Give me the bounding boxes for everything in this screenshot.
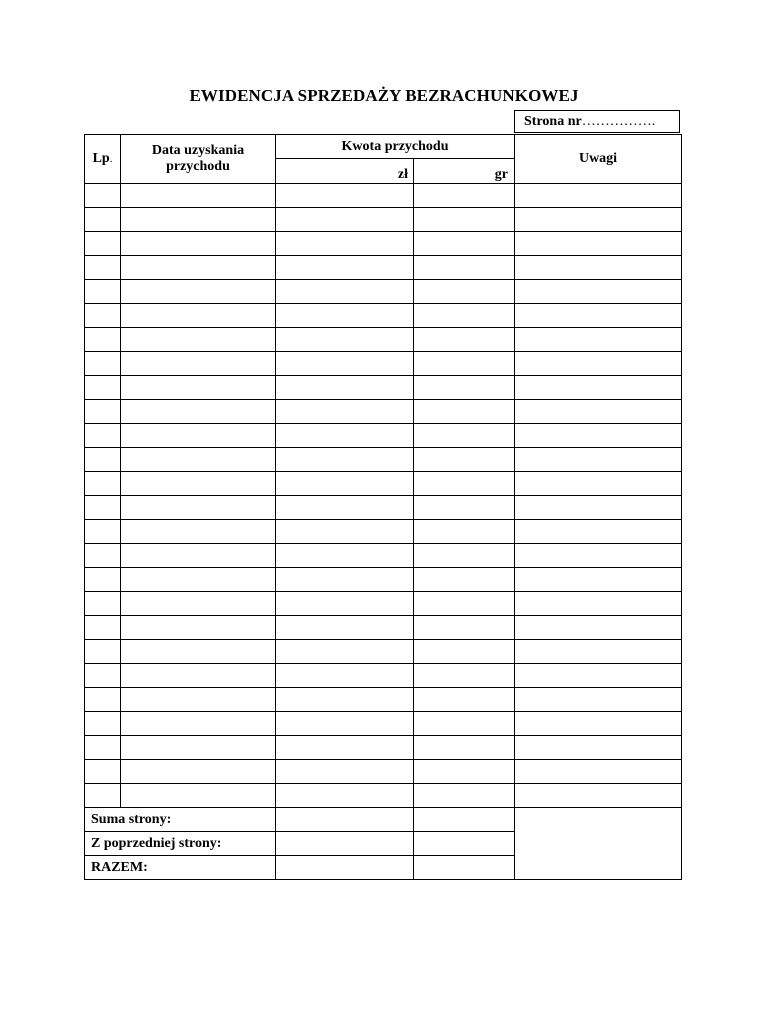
header-lp-label: Lp: [92, 151, 110, 166]
table-row: [85, 592, 682, 616]
entry-date-cell[interactable]: [121, 376, 276, 400]
table-row: [85, 304, 682, 328]
entry-lp-cell[interactable]: [85, 640, 121, 664]
entry-lp-cell[interactable]: [85, 184, 121, 208]
entry-zl-cell[interactable]: [276, 376, 414, 400]
entry-zl-cell[interactable]: [276, 472, 414, 496]
footer-previous-zl[interactable]: [276, 832, 414, 856]
entry-gr-cell[interactable]: [414, 208, 515, 232]
entry-notes-cell[interactable]: [515, 376, 682, 400]
entry-notes-cell[interactable]: [515, 736, 682, 760]
entry-date-cell[interactable]: [121, 544, 276, 568]
entry-notes-cell[interactable]: [515, 760, 682, 784]
entry-notes-cell[interactable]: [515, 448, 682, 472]
entry-zl-cell[interactable]: [276, 520, 414, 544]
footer-page-sum-gr[interactable]: [414, 808, 515, 832]
entry-lp-cell[interactable]: [85, 760, 121, 784]
entry-date-cell[interactable]: [121, 520, 276, 544]
entry-zl-cell[interactable]: [276, 256, 414, 280]
table-row: [85, 352, 682, 376]
table-row: [85, 568, 682, 592]
entry-notes-cell[interactable]: [515, 208, 682, 232]
entry-lp-cell[interactable]: [85, 688, 121, 712]
footer-total-zl[interactable]: [276, 856, 414, 880]
entry-date-cell[interactable]: [121, 688, 276, 712]
entry-lp-cell[interactable]: [85, 256, 121, 280]
entry-lp-cell[interactable]: [85, 424, 121, 448]
footer-notes-blank: [515, 808, 682, 880]
entry-zl-cell[interactable]: [276, 712, 414, 736]
entry-gr-cell[interactable]: [414, 568, 515, 592]
entry-gr-cell[interactable]: [414, 280, 515, 304]
entry-gr-cell[interactable]: [414, 304, 515, 328]
entry-date-cell[interactable]: [121, 208, 276, 232]
entry-date-cell[interactable]: [121, 400, 276, 424]
entry-date-cell[interactable]: [121, 472, 276, 496]
entry-lp-cell[interactable]: [85, 784, 121, 808]
entry-date-cell[interactable]: [121, 328, 276, 352]
entry-zl-cell[interactable]: [276, 664, 414, 688]
entry-notes-cell[interactable]: [515, 616, 682, 640]
entry-lp-cell[interactable]: [85, 232, 121, 256]
entry-gr-cell[interactable]: [414, 616, 515, 640]
header-lp: [85, 135, 121, 184]
entry-zl-cell[interactable]: [276, 784, 414, 808]
entry-gr-cell[interactable]: [414, 520, 515, 544]
header-amount: Kwota przychodu: [276, 135, 515, 159]
entry-notes-cell[interactable]: [515, 184, 682, 208]
table-row: [85, 640, 682, 664]
entry-date-cell[interactable]: [121, 256, 276, 280]
table-row: [85, 232, 682, 256]
footer-total-gr[interactable]: [414, 856, 515, 880]
entry-zl-cell[interactable]: [276, 232, 414, 256]
entry-lp-cell[interactable]: [85, 592, 121, 616]
entry-date-cell[interactable]: [121, 304, 276, 328]
entry-gr-cell[interactable]: [414, 352, 515, 376]
entry-gr-cell[interactable]: [414, 592, 515, 616]
entry-gr-cell[interactable]: [414, 664, 515, 688]
entry-date-cell[interactable]: [121, 760, 276, 784]
entry-date-cell[interactable]: [121, 496, 276, 520]
entry-date-cell[interactable]: [121, 592, 276, 616]
table-row: [85, 400, 682, 424]
entry-notes-cell[interactable]: [515, 496, 682, 520]
entry-notes-cell[interactable]: [515, 256, 682, 280]
entry-zl-cell[interactable]: [276, 400, 414, 424]
entry-zl-cell[interactable]: [276, 688, 414, 712]
entry-notes-cell[interactable]: [515, 712, 682, 736]
footer-previous-label: Z poprzedniej strony:: [85, 832, 276, 856]
entry-zl-cell[interactable]: [276, 736, 414, 760]
entry-lp-cell[interactable]: [85, 304, 121, 328]
table-row: [85, 544, 682, 568]
table-row: [85, 256, 682, 280]
table-row: [85, 376, 682, 400]
header-lp-dot: .: [109, 153, 113, 165]
entry-gr-cell[interactable]: [414, 688, 515, 712]
entry-zl-cell[interactable]: [276, 568, 414, 592]
header-row-top: [85, 135, 682, 159]
page-number-box: [514, 110, 680, 133]
entry-zl-cell[interactable]: [276, 496, 414, 520]
entry-gr-cell[interactable]: [414, 544, 515, 568]
entry-date-cell[interactable]: [121, 736, 276, 760]
entry-date-cell[interactable]: [121, 616, 276, 640]
table-row: [85, 328, 682, 352]
page-number-label: Strona nr: [524, 114, 582, 129]
footer-page-sum-label: Suma strony:: [85, 808, 276, 832]
table-row: [85, 496, 682, 520]
table-row: [85, 280, 682, 304]
entry-gr-cell[interactable]: [414, 184, 515, 208]
entry-gr-cell[interactable]: [414, 328, 515, 352]
entry-gr-cell[interactable]: [414, 496, 515, 520]
entry-date-cell[interactable]: [121, 784, 276, 808]
entry-notes-cell[interactable]: [515, 352, 682, 376]
footer-total-label: RAZEM:: [85, 856, 276, 880]
header-date: [121, 135, 276, 184]
entry-date-cell[interactable]: [121, 712, 276, 736]
table-row: [85, 448, 682, 472]
entry-zl-cell[interactable]: [276, 352, 414, 376]
entry-zl-cell[interactable]: [276, 304, 414, 328]
table-row: [85, 184, 682, 208]
header-date-line2: przychodu: [166, 159, 230, 174]
entry-notes-cell[interactable]: [515, 688, 682, 712]
footer-previous-gr[interactable]: [414, 832, 515, 856]
footer-row-page-sum: [85, 808, 682, 832]
page-number-dots: …………….: [581, 114, 656, 129]
entry-gr-cell[interactable]: [414, 736, 515, 760]
entry-lp-cell[interactable]: [85, 472, 121, 496]
entry-lp-cell[interactable]: [85, 376, 121, 400]
entry-gr-cell[interactable]: [414, 760, 515, 784]
entry-gr-cell[interactable]: [414, 784, 515, 808]
entry-lp-cell[interactable]: [85, 328, 121, 352]
table-row: [85, 736, 682, 760]
table-row: [85, 712, 682, 736]
entry-zl-cell[interactable]: [276, 280, 414, 304]
entry-notes-cell[interactable]: [515, 304, 682, 328]
entry-notes-cell[interactable]: [515, 520, 682, 544]
entry-zl-cell[interactable]: [276, 184, 414, 208]
entry-gr-cell[interactable]: [414, 472, 515, 496]
document-title: EWIDENCJA SPRZEDAŻY BEZRACHUNKOWEJ: [189, 86, 579, 105]
entry-notes-cell[interactable]: [515, 664, 682, 688]
entry-gr-cell[interactable]: [414, 256, 515, 280]
entry-notes-cell[interactable]: [515, 472, 682, 496]
entry-lp-cell[interactable]: [85, 400, 121, 424]
entry-zl-cell[interactable]: [276, 424, 414, 448]
table-row: [85, 520, 682, 544]
entry-zl-cell[interactable]: [276, 208, 414, 232]
entry-gr-cell[interactable]: [414, 448, 515, 472]
entry-lp-cell[interactable]: [85, 736, 121, 760]
entry-lp-cell[interactable]: [85, 616, 121, 640]
entry-notes-cell[interactable]: [515, 640, 682, 664]
entry-zl-cell[interactable]: [276, 448, 414, 472]
entry-lp-cell[interactable]: [85, 664, 121, 688]
entry-gr-cell[interactable]: [414, 712, 515, 736]
entry-zl-cell[interactable]: [276, 616, 414, 640]
entry-notes-cell[interactable]: [515, 568, 682, 592]
table-row: [85, 664, 682, 688]
entry-gr-cell[interactable]: [414, 640, 515, 664]
entry-date-cell[interactable]: [121, 448, 276, 472]
entry-date-cell[interactable]: [121, 184, 276, 208]
entry-lp-cell[interactable]: [85, 496, 121, 520]
entry-zl-cell[interactable]: [276, 592, 414, 616]
entry-date-cell[interactable]: [121, 232, 276, 256]
entry-date-cell[interactable]: [121, 568, 276, 592]
entry-notes-cell[interactable]: [515, 280, 682, 304]
entry-notes-cell[interactable]: [515, 544, 682, 568]
header-zl: zł: [276, 159, 414, 184]
entry-zl-cell[interactable]: [276, 328, 414, 352]
entry-lp-cell[interactable]: [85, 520, 121, 544]
table-row: [85, 616, 682, 640]
entry-gr-cell[interactable]: [414, 232, 515, 256]
entry-gr-cell[interactable]: [414, 424, 515, 448]
footer-page-sum-zl[interactable]: [276, 808, 414, 832]
header-notes: Uwagi: [515, 135, 682, 184]
entry-notes-cell[interactable]: [515, 232, 682, 256]
entry-zl-cell[interactable]: [276, 640, 414, 664]
table-row: [85, 208, 682, 232]
entry-notes-cell[interactable]: [515, 784, 682, 808]
entry-lp-cell[interactable]: [85, 352, 121, 376]
entry-date-cell[interactable]: [121, 664, 276, 688]
table-row: [85, 472, 682, 496]
entry-lp-cell[interactable]: [85, 208, 121, 232]
entry-zl-cell[interactable]: [276, 760, 414, 784]
entry-notes-cell[interactable]: [515, 328, 682, 352]
table-row: [85, 784, 682, 808]
entry-date-cell[interactable]: [121, 280, 276, 304]
entry-lp-cell[interactable]: [85, 568, 121, 592]
table-row: [85, 424, 682, 448]
entry-date-cell[interactable]: [121, 352, 276, 376]
entry-notes-cell[interactable]: [515, 424, 682, 448]
entry-notes-cell[interactable]: [515, 400, 682, 424]
header-gr: gr: [414, 159, 515, 184]
table-row: [85, 760, 682, 784]
header-date-line1: Data uzyskania: [151, 143, 245, 158]
sales-ledger-table: [84, 134, 682, 880]
entry-date-cell[interactable]: [121, 424, 276, 448]
entry-gr-cell[interactable]: [414, 376, 515, 400]
entry-lp-cell[interactable]: [85, 712, 121, 736]
table-row: [85, 688, 682, 712]
entry-zl-cell[interactable]: [276, 544, 414, 568]
entry-gr-cell[interactable]: [414, 400, 515, 424]
entry-lp-cell[interactable]: [85, 544, 121, 568]
entry-date-cell[interactable]: [121, 640, 276, 664]
entry-notes-cell[interactable]: [515, 592, 682, 616]
entry-lp-cell[interactable]: [85, 280, 121, 304]
entry-lp-cell[interactable]: [85, 448, 121, 472]
